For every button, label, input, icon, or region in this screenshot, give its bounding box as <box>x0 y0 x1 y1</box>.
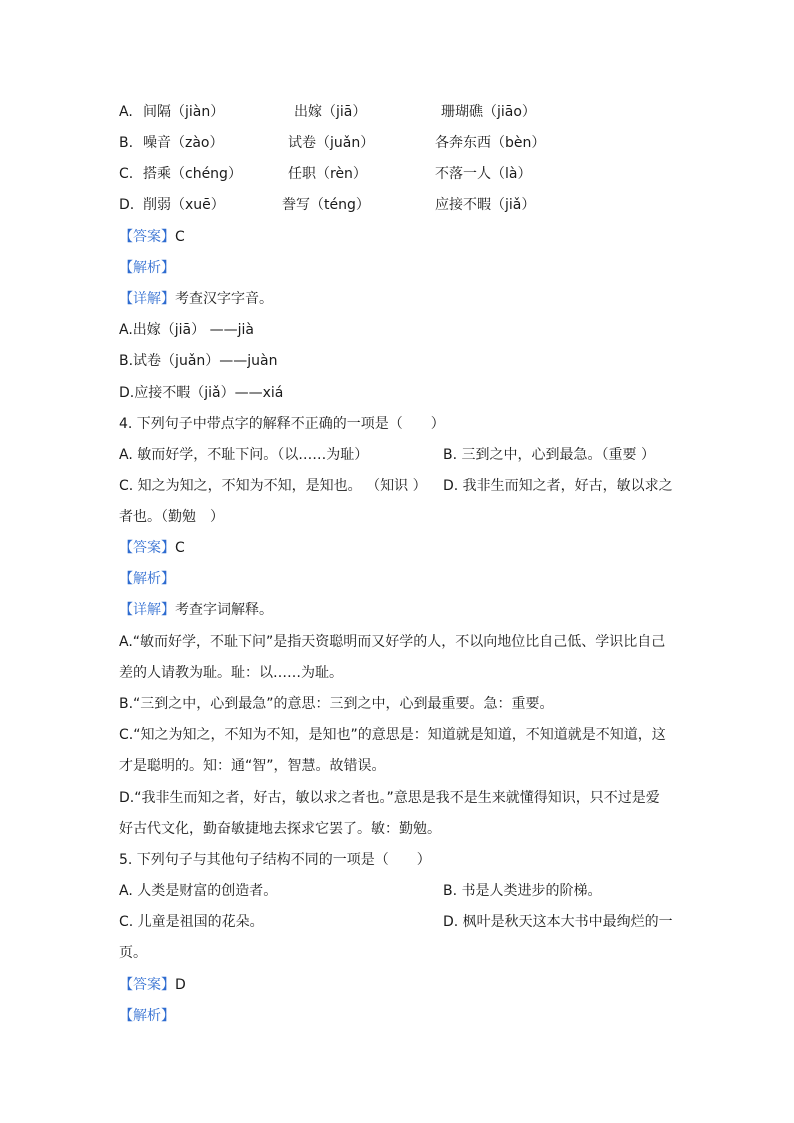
answer-tag: 【答案】 <box>119 229 175 245</box>
q3-option-c-label: C. <box>119 166 134 182</box>
q3-option-c-item2: 任职（rèn） <box>288 166 367 182</box>
q3-option-b-item2: 试卷（juǎn） <box>288 135 375 151</box>
detail-text: 考查字词解释。 <box>175 602 273 618</box>
q5-option-a: A. 人类是财富的创造者。 <box>119 883 278 899</box>
q4-option-c: C. 知之为知之，不知为不知，是知也。 （知识 ） <box>119 478 427 494</box>
q4-option-d-line1: D. 我非生而知之者，好古，敏以求之 <box>443 478 673 494</box>
q3-option-b-item3: 各奔东西（bèn） <box>435 135 546 151</box>
q3-option-a-item3: 珊瑚礁（jiāo） <box>441 104 536 120</box>
q4-explain-line: A.“敏而好学，不耻下问”是指天资聪明而又好学的人，不以向地位比自己低、学识比自己 <box>119 634 666 650</box>
answer-value: D <box>175 977 186 993</box>
q3-option-b-item1: 噪音（zào） <box>143 135 224 151</box>
q4-explain-line: 差的人请教为耻。耻：以……为耻。 <box>119 665 343 681</box>
q4-explain-line: B.“三到之中，心到最急”的意思：三到之中，心到最重要。急：重要。 <box>119 696 554 712</box>
q5-question: 5. 下列句子与其他句子结构不同的一项是（ ） <box>119 852 431 868</box>
detail-text: 考查汉字字音。 <box>175 291 273 307</box>
q3-option-a-item1: 间隔（jiàn） <box>143 104 225 120</box>
answer-value: C <box>175 540 185 556</box>
q3-note-a: A.出嫁（jiā） ——jià <box>119 322 254 338</box>
q3-answer <box>119 227 185 247</box>
q3-option-c-item1: 搭乘（chéng） <box>143 166 242 182</box>
q3-option-d-item2: 誊写（téng） <box>282 197 370 213</box>
q4-option-d-line2: 者也。（勤勉 ） <box>119 509 224 525</box>
q3-note-b: B.试卷（juǎn）——juàn <box>119 353 278 369</box>
q4-question: 4. 下列句子中带点字的解释不正确的一项是（ ） <box>119 416 445 432</box>
q5-option-b: B. 书是人类进步的阶梯。 <box>443 883 602 899</box>
q4-option-b: B. 三到之中，心到最急。（重要 ） <box>443 447 655 463</box>
q3-option-d-item3: 应接不暇（jiǎ） <box>435 197 536 213</box>
q3-option-a-item2: 出嫁（jiā） <box>294 104 367 120</box>
q5-option-c: C. 儿童是祖国的花朵。 <box>119 914 264 930</box>
detail-tag: 【详解】 <box>119 291 175 307</box>
q4-explain-line: 好古代文化，勤奋敏捷地去探求它罢了。敏：勤勉。 <box>119 821 441 837</box>
q5-answer <box>119 975 186 995</box>
q4-explain-line: D.“我非生而知之者，好古，敏以求之者也。”意思是我不是生来就懂得知识，只不过是爱 <box>119 790 660 806</box>
detail-tag: 【详解】 <box>119 602 175 618</box>
q4-detail <box>119 600 273 620</box>
q4-option-a: A. 敏而好学，不耻下问。（以……为耻） <box>119 447 369 463</box>
q3-detail <box>119 289 273 309</box>
q5-option-d-line2: 页。 <box>119 945 147 961</box>
answer-tag: 【答案】 <box>119 977 175 993</box>
q4-explain-line: C.“知之为知之，不知为不知，是知也”的意思是：知道就是知道，不知道就是不知道，这 <box>119 727 666 743</box>
q3-analysis-tag: 【解析】 <box>119 260 175 276</box>
q4-analysis-tag: 【解析】 <box>119 571 175 587</box>
q3-option-c-item3: 不落一人（là） <box>435 166 532 182</box>
q4-explain-line: 才是聪明的。知：通“智”，智慧。故错误。 <box>119 758 386 774</box>
q4-answer <box>119 538 185 558</box>
q5-option-d-line1: D. 枫叶是秋天这本大书中最绚烂的一 <box>443 914 673 930</box>
q3-option-a-label: A. <box>119 104 133 120</box>
q3-note-d: D.应接不暇（jiǎ）——xiá <box>119 385 284 401</box>
q3-option-b-label: B. <box>119 135 134 151</box>
q3-option-d-label: D. <box>119 197 135 213</box>
answer-tag: 【答案】 <box>119 540 175 556</box>
q5-analysis-tag: 【解析】 <box>119 1008 175 1024</box>
q3-option-d-item1: 削弱（xuē） <box>143 197 225 213</box>
answer-value: C <box>175 229 185 245</box>
